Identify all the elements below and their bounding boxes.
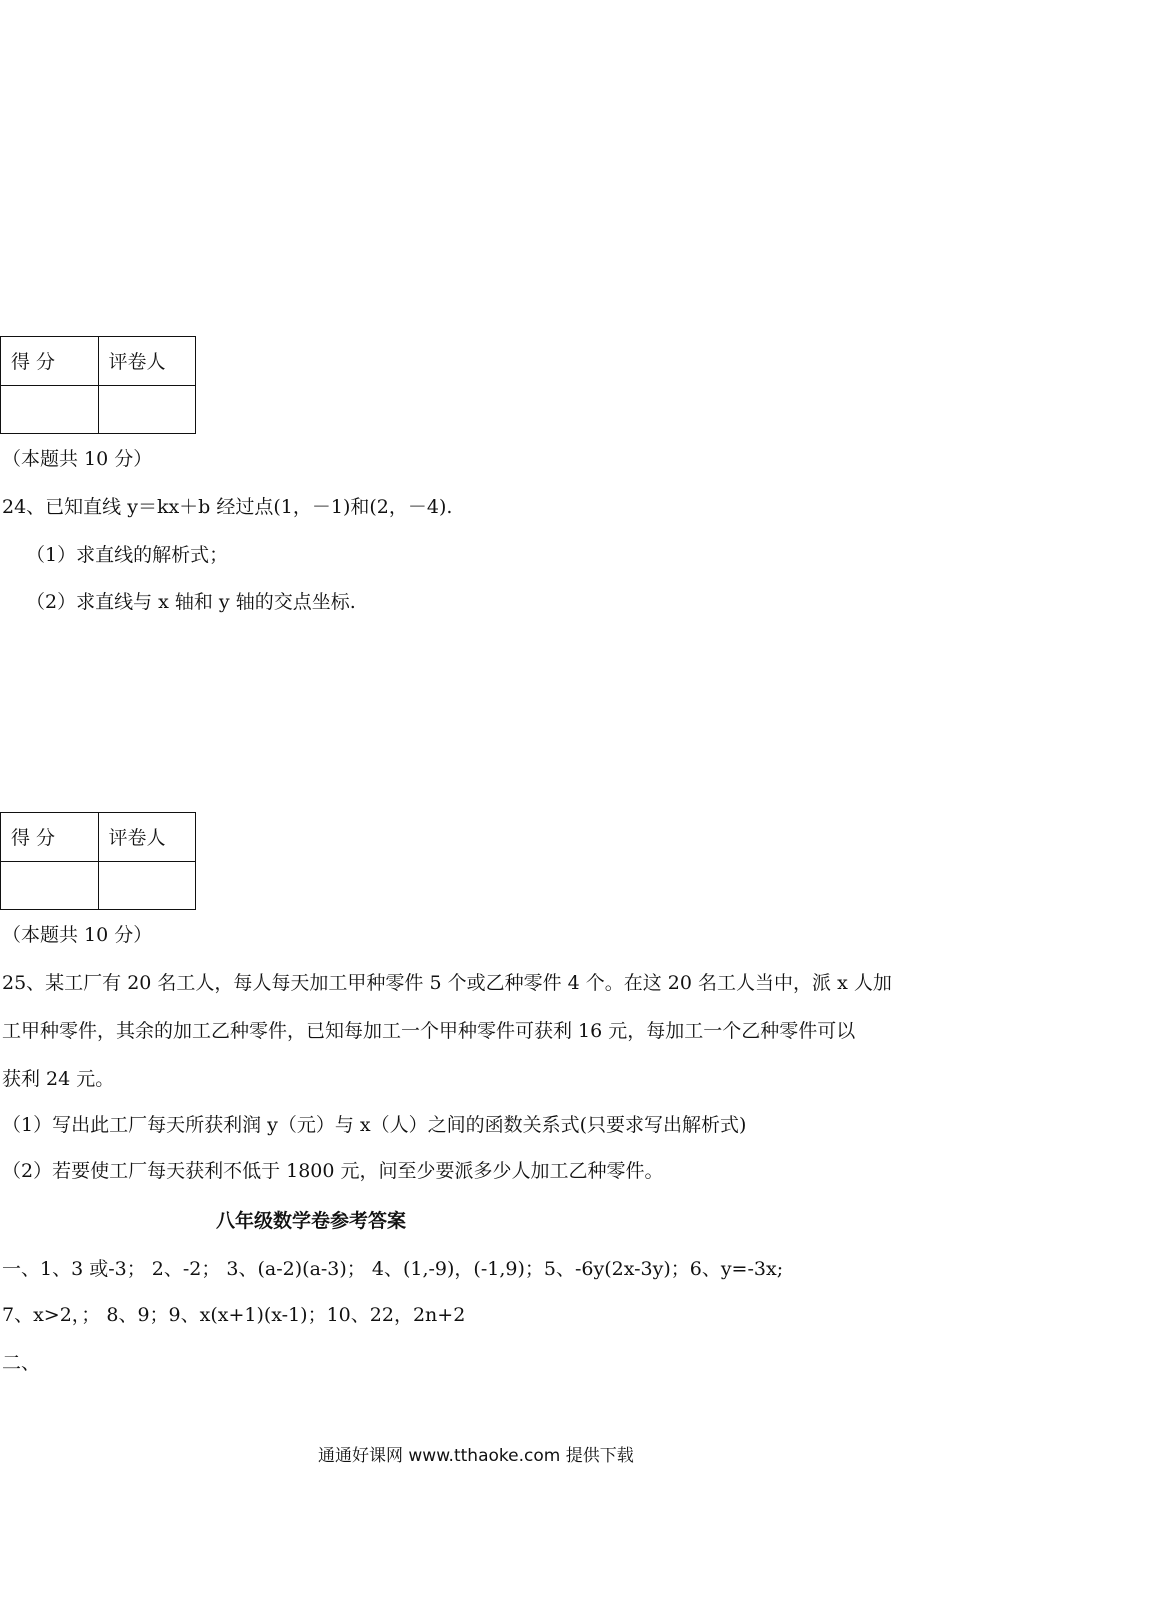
answers-line1: 一、1、3 或-3； 2、-2； 3、(a-2)(a-3)； 4、(1,-9)，(-1,9)；5、-6y(2x-3y)；6、y=-3x;: [2, 1258, 784, 1280]
footer-credit: 通通好课网 www.tthaoke.com 提供下载: [318, 1446, 634, 1466]
score-table-q25: [0, 812, 196, 910]
grader-cell: [98, 861, 196, 910]
q25-part2: （2）若要使工厂每天获利不低于 1800 元，问至少要派多少人加工乙种零件。: [2, 1160, 664, 1182]
grader-header: 评卷人: [98, 337, 196, 386]
score-cell: [1, 385, 99, 434]
q25-part1: （1）写出此工厂每天所获利润 y（元）与 x（人）之间的函数关系式(只要求写出解析式): [2, 1114, 747, 1136]
score-cell: [1, 861, 99, 910]
q24-part1: （1）求直线的解析式；: [26, 544, 229, 566]
answers-line2: 7、x>2，； 8、9；9、x(x+1)(x-1)；10、22，2n+2: [2, 1304, 466, 1326]
q25-stem-line1: 25、某工厂有 20 名工人，每人每天加工甲种零件 5 个或乙种零件 4 个。在这 20 名工人当中，派 x 人加: [2, 972, 892, 994]
q24-stem: 24、已知直线 y＝kx＋b 经过点(1，－1)和(2，－4).: [2, 496, 453, 518]
q25-points: （本题共 10 分）: [2, 924, 153, 946]
score-table-q24: [0, 336, 196, 434]
grader-cell: [98, 385, 196, 434]
answers-line3: 二、: [2, 1352, 41, 1374]
q25-stem-line3: 获利 24 元。: [2, 1068, 115, 1090]
q24-points: （本题共 10 分）: [2, 448, 153, 470]
q25-stem-line2: 工甲种零件，其余的加工乙种零件，已知每加工一个甲种零件可获利 16 元，每加工一个乙种零件可以: [2, 1020, 856, 1042]
score-header: 得 分: [1, 813, 99, 862]
grader-header: 评卷人: [98, 813, 196, 862]
q24-part2: （2）求直线与 x 轴和 y 轴的交点坐标.: [26, 591, 356, 613]
score-header: 得 分: [1, 337, 99, 386]
answers-title: 八年级数学卷参考答案: [216, 1210, 407, 1232]
